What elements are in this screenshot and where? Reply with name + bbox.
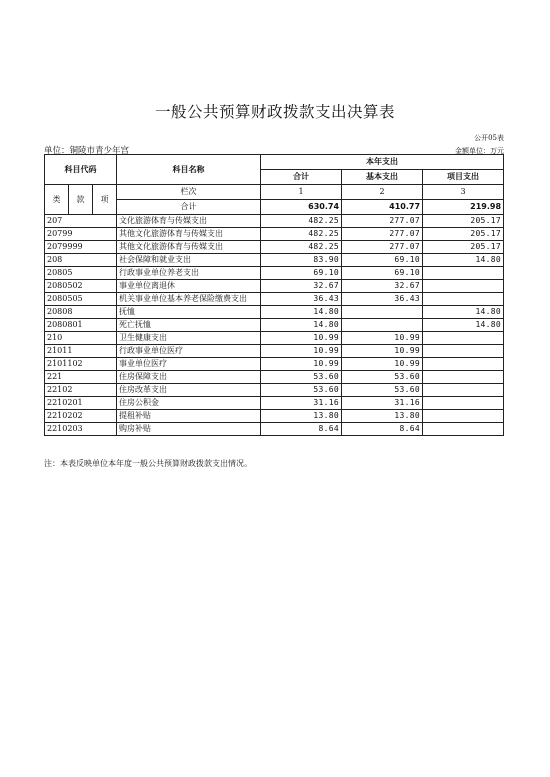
row-name: 其他文化旅游体育与传媒支出 bbox=[117, 228, 261, 241]
row-total: 10.99 bbox=[261, 332, 342, 345]
row-project bbox=[423, 358, 504, 371]
header-row-1 bbox=[45, 155, 504, 170]
row-total: 83.90 bbox=[261, 254, 342, 267]
row-basic: 10.99 bbox=[342, 358, 423, 371]
row-project bbox=[423, 332, 504, 345]
row-name: 住房改革支出 bbox=[117, 384, 261, 397]
row-project bbox=[423, 371, 504, 384]
row-name: 行政事业单位医疗 bbox=[117, 345, 261, 358]
row-name: 卫生健康支出 bbox=[117, 332, 261, 345]
row-code: 207 bbox=[45, 215, 117, 228]
row-project bbox=[423, 280, 504, 293]
total-label: 合计 bbox=[117, 200, 261, 215]
table-row bbox=[45, 410, 504, 423]
row-total: 10.99 bbox=[261, 358, 342, 371]
row-code: 2079999 bbox=[45, 241, 117, 254]
row-code: 22102 bbox=[45, 384, 117, 397]
row-code: 2210203 bbox=[45, 423, 117, 436]
row-name: 事业单位离退休 bbox=[117, 280, 261, 293]
row-code: 208 bbox=[45, 254, 117, 267]
row-total: 10.99 bbox=[261, 345, 342, 358]
row-basic: 277.07 bbox=[342, 215, 423, 228]
amount-unit: 金额单位：万元 bbox=[455, 147, 504, 155]
table-row bbox=[45, 423, 504, 436]
row-total: 14.80 bbox=[261, 319, 342, 332]
row-code: 2080801 bbox=[45, 319, 117, 332]
row-basic: 10.99 bbox=[342, 332, 423, 345]
table-row bbox=[45, 215, 504, 228]
row-total: 53.60 bbox=[261, 371, 342, 384]
row-project: 14.80 bbox=[423, 306, 504, 319]
table-row bbox=[45, 228, 504, 241]
row-total: 36.43 bbox=[261, 293, 342, 306]
table-row bbox=[45, 384, 504, 397]
row-total: 14.80 bbox=[261, 306, 342, 319]
header-project: 项目支出 bbox=[423, 170, 504, 185]
row-code: 2101102 bbox=[45, 358, 117, 371]
row-code: 20808 bbox=[45, 306, 117, 319]
row-name: 提租补贴 bbox=[117, 410, 261, 423]
header-row-3 bbox=[45, 185, 504, 200]
row-project bbox=[423, 423, 504, 436]
row-code: 2080505 bbox=[45, 293, 117, 306]
row-name: 行政事业单位养老支出 bbox=[117, 267, 261, 280]
row-total: 53.60 bbox=[261, 384, 342, 397]
row-project: 205.17 bbox=[423, 241, 504, 254]
header-total: 合计 bbox=[261, 170, 342, 185]
table-row bbox=[45, 319, 504, 332]
header-code: 科目代码 bbox=[45, 155, 117, 185]
header-col3: 3 bbox=[423, 185, 504, 200]
row-total: 482.25 bbox=[261, 241, 342, 254]
row-project bbox=[423, 293, 504, 306]
row-basic: 53.60 bbox=[342, 371, 423, 384]
row-total: 482.25 bbox=[261, 228, 342, 241]
row-project bbox=[423, 267, 504, 280]
header-col1: 1 bbox=[261, 185, 342, 200]
row-name: 购房补贴 bbox=[117, 423, 261, 436]
row-project bbox=[423, 345, 504, 358]
row-basic: 69.10 bbox=[342, 254, 423, 267]
table-row bbox=[45, 371, 504, 384]
row-project bbox=[423, 397, 504, 410]
row-total: 482.25 bbox=[261, 215, 342, 228]
row-total: 31.16 bbox=[261, 397, 342, 410]
row-basic bbox=[342, 306, 423, 319]
row-name: 机关事业单位基本养老保险缴费支出 bbox=[117, 293, 261, 306]
row-total: 8.64 bbox=[261, 423, 342, 436]
row-basic: 8.64 bbox=[342, 423, 423, 436]
row-project bbox=[423, 410, 504, 423]
row-name: 住房保障支出 bbox=[117, 371, 261, 384]
header-name: 科目名称 bbox=[117, 155, 261, 185]
row-name: 其他文化旅游体育与传媒支出 bbox=[117, 241, 261, 254]
header-col2: 2 bbox=[342, 185, 423, 200]
row-basic: 32.67 bbox=[342, 280, 423, 293]
table-row bbox=[45, 345, 504, 358]
row-code: 20805 bbox=[45, 267, 117, 280]
row-basic: 36.43 bbox=[342, 293, 423, 306]
row-code: 21011 bbox=[45, 345, 117, 358]
table-row bbox=[45, 397, 504, 410]
header-year-expense: 本年支出 bbox=[261, 155, 504, 170]
row-name: 社会保障和就业支出 bbox=[117, 254, 261, 267]
table-row bbox=[45, 241, 504, 254]
row-total: 69.10 bbox=[261, 267, 342, 280]
header-xiang: 项 bbox=[93, 185, 117, 215]
row-project: 14.80 bbox=[423, 319, 504, 332]
page-title: 一般公共预算财政拨款支出决算表 bbox=[154, 103, 395, 121]
row-name: 住房公积金 bbox=[117, 397, 261, 410]
row-project: 205.17 bbox=[423, 228, 504, 241]
header-kuan: 款 bbox=[69, 185, 93, 215]
row-basic: 277.07 bbox=[342, 228, 423, 241]
row-basic: 69.10 bbox=[342, 267, 423, 280]
row-basic bbox=[342, 319, 423, 332]
table-row bbox=[45, 267, 504, 280]
row-code: 2210201 bbox=[45, 397, 117, 410]
header-lanci: 栏次 bbox=[117, 185, 261, 200]
expense-table bbox=[44, 154, 504, 436]
row-basic: 10.99 bbox=[342, 345, 423, 358]
row-basic: 277.07 bbox=[342, 241, 423, 254]
row-code: 210 bbox=[45, 332, 117, 345]
total-basic: 410.77 bbox=[342, 200, 423, 215]
table-note: 注：本表反映单位本年度一般公共预算财政拨款支出情况。 bbox=[44, 459, 252, 468]
table-row bbox=[45, 358, 504, 371]
table-row bbox=[45, 254, 504, 267]
row-code: 2210202 bbox=[45, 410, 117, 423]
header-basic: 基本支出 bbox=[342, 170, 423, 185]
row-code: 2080502 bbox=[45, 280, 117, 293]
total-total: 630.74 bbox=[261, 200, 342, 215]
row-basic: 31.16 bbox=[342, 397, 423, 410]
row-project: 205.17 bbox=[423, 215, 504, 228]
total-project: 219.98 bbox=[423, 200, 504, 215]
row-name: 死亡抚恤 bbox=[117, 319, 261, 332]
header-lei: 类 bbox=[45, 185, 69, 215]
row-code: 20799 bbox=[45, 228, 117, 241]
row-name: 抚恤 bbox=[117, 306, 261, 319]
row-total: 13.80 bbox=[261, 410, 342, 423]
row-total: 32.67 bbox=[261, 280, 342, 293]
row-name: 文化旅游体育与传媒支出 bbox=[117, 215, 261, 228]
row-name: 事业单位医疗 bbox=[117, 358, 261, 371]
table-row bbox=[45, 280, 504, 293]
table-row bbox=[45, 332, 504, 345]
form-number: 公开05表 bbox=[474, 134, 504, 142]
row-code: 221 bbox=[45, 371, 117, 384]
unit-name: 单位：铜陵市青少年宫 bbox=[44, 146, 130, 156]
row-project: 14.80 bbox=[423, 254, 504, 267]
row-project bbox=[423, 384, 504, 397]
row-basic: 13.80 bbox=[342, 410, 423, 423]
table-row bbox=[45, 306, 504, 319]
row-basic: 53.60 bbox=[342, 384, 423, 397]
table-row bbox=[45, 293, 504, 306]
